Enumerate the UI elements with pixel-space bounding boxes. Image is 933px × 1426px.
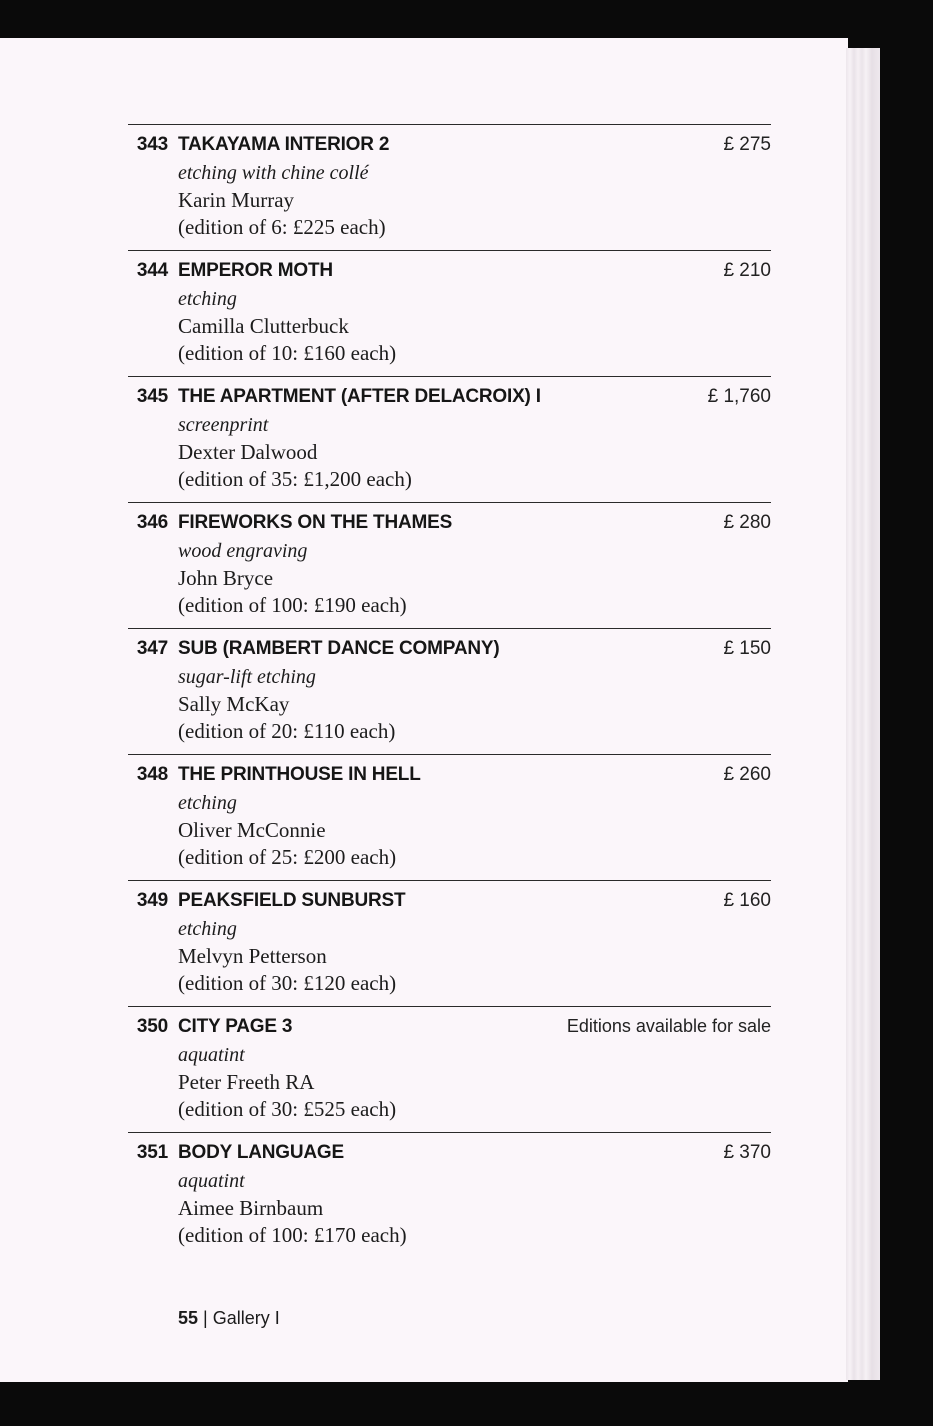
artwork-price: £ 280 xyxy=(723,512,771,533)
edition-info: (edition of 100: £190 each) xyxy=(178,593,407,617)
page-edge-stack xyxy=(846,48,880,1380)
artwork-price: £ 370 xyxy=(723,1142,771,1163)
edition-info: (edition of 25: £200 each) xyxy=(178,845,397,869)
lot-number: 351 xyxy=(136,1142,168,1163)
lot-number: 345 xyxy=(136,386,168,407)
artwork-price: £ 160 xyxy=(723,890,771,911)
artist-name: Karin Murray xyxy=(178,188,295,212)
artwork-title: PEAKSFIELD SUNBURST xyxy=(178,890,406,911)
artwork-title: THE PRINTHOUSE IN HELL xyxy=(178,764,421,785)
artwork-medium: aquatint xyxy=(178,1044,245,1066)
catalogue-entry-345 xyxy=(128,376,771,503)
artwork-price: £ 150 xyxy=(723,638,771,659)
artwork-price: £ 210 xyxy=(723,260,771,281)
artwork-medium: etching xyxy=(178,918,237,940)
availability-note: Editions available for sale xyxy=(566,1016,771,1036)
catalogue-entry-343 xyxy=(128,124,771,251)
artist-name: Camilla Clutterbuck xyxy=(178,314,349,338)
artwork-medium: sugar-lift etching xyxy=(178,666,316,688)
artwork-title: SUB (RAMBERT DANCE COMPANY) xyxy=(178,638,500,659)
artwork-medium: aquatint xyxy=(178,1170,245,1192)
artwork-medium: etching xyxy=(178,792,237,814)
page-number: 55 xyxy=(178,1308,199,1328)
catalogue-entry-348 xyxy=(128,754,771,881)
artwork-medium: screenprint xyxy=(178,414,269,436)
artist-name: Melvyn Petterson xyxy=(178,944,327,968)
page-footer xyxy=(178,1308,280,1329)
artwork-medium: wood engraving xyxy=(178,540,308,562)
lot-number: 344 xyxy=(136,260,168,281)
artist-name: Dexter Dalwood xyxy=(178,440,318,464)
artwork-price: £ 1,760 xyxy=(707,386,771,407)
lot-number: 348 xyxy=(136,764,168,785)
lot-number: 346 xyxy=(136,512,168,533)
edition-info: (edition of 6: £225 each) xyxy=(178,215,386,239)
lot-number: 343 xyxy=(136,134,168,155)
artwork-title: FIREWORKS ON THE THAMES xyxy=(178,512,453,533)
artist-name: Sally McKay xyxy=(178,692,290,716)
artwork-title: BODY LANGUAGE xyxy=(178,1142,344,1163)
artwork-price: £ 275 xyxy=(723,134,771,155)
artist-name: Oliver McConnie xyxy=(178,818,326,842)
lot-number: 350 xyxy=(136,1016,168,1037)
catalogue-entry-344 xyxy=(128,250,771,377)
artwork-title: TAKAYAMA INTERIOR 2 xyxy=(178,134,390,155)
artwork-medium: etching xyxy=(178,288,237,310)
edition-info: (edition of 100: £170 each) xyxy=(178,1223,407,1247)
edition-info: (edition of 20: £110 each) xyxy=(178,719,396,743)
artist-name: Aimee Birnbaum xyxy=(178,1196,324,1220)
catalogue-entry-346 xyxy=(128,502,771,629)
catalogue-entry-347 xyxy=(128,628,771,755)
catalogue-entry-351 xyxy=(128,1132,771,1259)
lot-number: 349 xyxy=(136,890,168,911)
artwork-title: THE APARTMENT (AFTER DELACROIX) I xyxy=(178,386,541,407)
edition-info: (edition of 30: £120 each) xyxy=(178,971,397,995)
catalogue-entry-349 xyxy=(128,880,771,1007)
artwork-price: £ 260 xyxy=(723,764,771,785)
edition-info: (edition of 30: £525 each) xyxy=(178,1097,397,1121)
lot-number: 347 xyxy=(136,638,168,659)
footer-separator: | xyxy=(203,1308,208,1328)
edition-info: (edition of 10: £160 each) xyxy=(178,341,397,365)
edition-info: (edition of 35: £1,200 each) xyxy=(178,467,412,491)
artwork-title: EMPEROR MOTH xyxy=(178,260,333,281)
artwork-title: CITY PAGE 3 xyxy=(178,1016,293,1037)
artist-name: John Bryce xyxy=(178,566,274,590)
catalogue-entry-350 xyxy=(128,1006,771,1133)
section-name: Gallery I xyxy=(212,1308,280,1328)
artist-name: Peter Freeth RA xyxy=(178,1070,315,1094)
artwork-medium: etching with chine collé xyxy=(178,162,369,184)
